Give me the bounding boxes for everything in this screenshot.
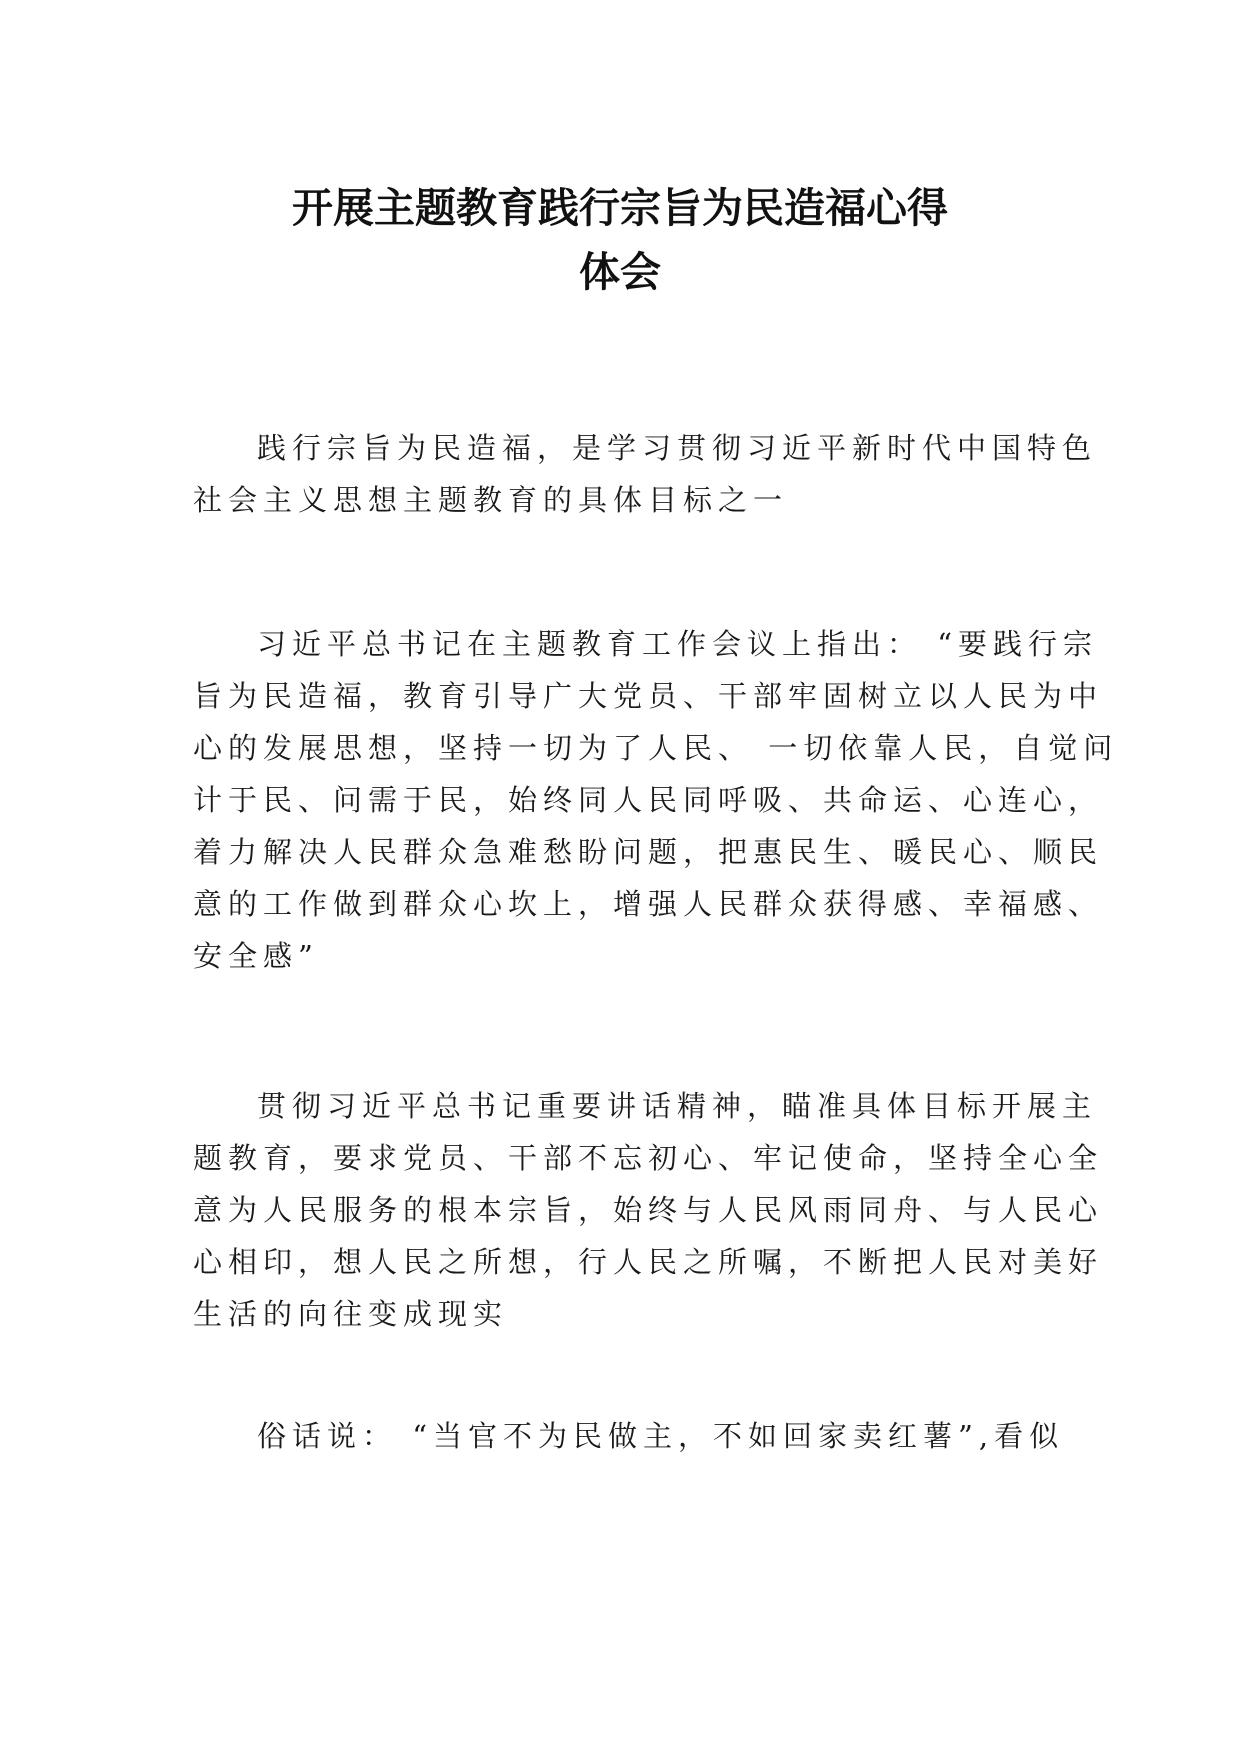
paragraph-line: 生活的向往变成现实: [193, 1297, 509, 1331]
paragraph-line: 习近平总书记在主题教育工作会议上指出： “要践行宗: [257, 627, 1099, 661]
paragraph-line: 贯彻习近平总书记重要讲话精神，瞄准具体目标开展主: [257, 1089, 1098, 1123]
paragraph-line: 旨为民造福，教育引导广大党员、干部牢固树立以人民为中: [193, 679, 1104, 713]
paragraph-line: 题教育，要求党员、干部不忘初心、牢记使命，坚持全心全: [193, 1141, 1104, 1175]
paragraph-line: 心相印，想人民之所想，行人民之所嘱，不断把人民对美好: [193, 1245, 1104, 1279]
document-title-line-2: 体会: [579, 248, 661, 296]
paragraph-line: 计于民、问需于民，始终同人民同呼吸、共命运、心连心，: [193, 783, 1104, 817]
document-title-line-1: 开展主题教育践行宗旨为民造福心得: [292, 184, 948, 232]
paragraph-line: 意为人民服务的根本宗旨，始终与人民风雨同舟、与人民心: [193, 1193, 1104, 1227]
paragraph-line: 意的工作做到群众心坎上，增强人民群众获得感、幸福感、: [193, 887, 1104, 921]
paragraph-line: 践行宗旨为民造福，是学习贯彻习近平新时代中国特色: [257, 431, 1098, 465]
paragraph-line: 安全感”: [193, 939, 319, 973]
paragraph-line: 心的发展思想，坚持一切为了人民、 一切依靠人民，自觉问: [193, 731, 1119, 765]
paragraph-line: 着力解决人民群众急难愁盼问题，把惠民生、暖民心、顺民: [193, 835, 1104, 869]
paragraph-line: 社会主义思想主题教育的具体目标之一: [193, 483, 789, 517]
paragraph-line: 俗话说： “当官不为民做主，不如回家卖红薯”,看似: [257, 1419, 1065, 1453]
